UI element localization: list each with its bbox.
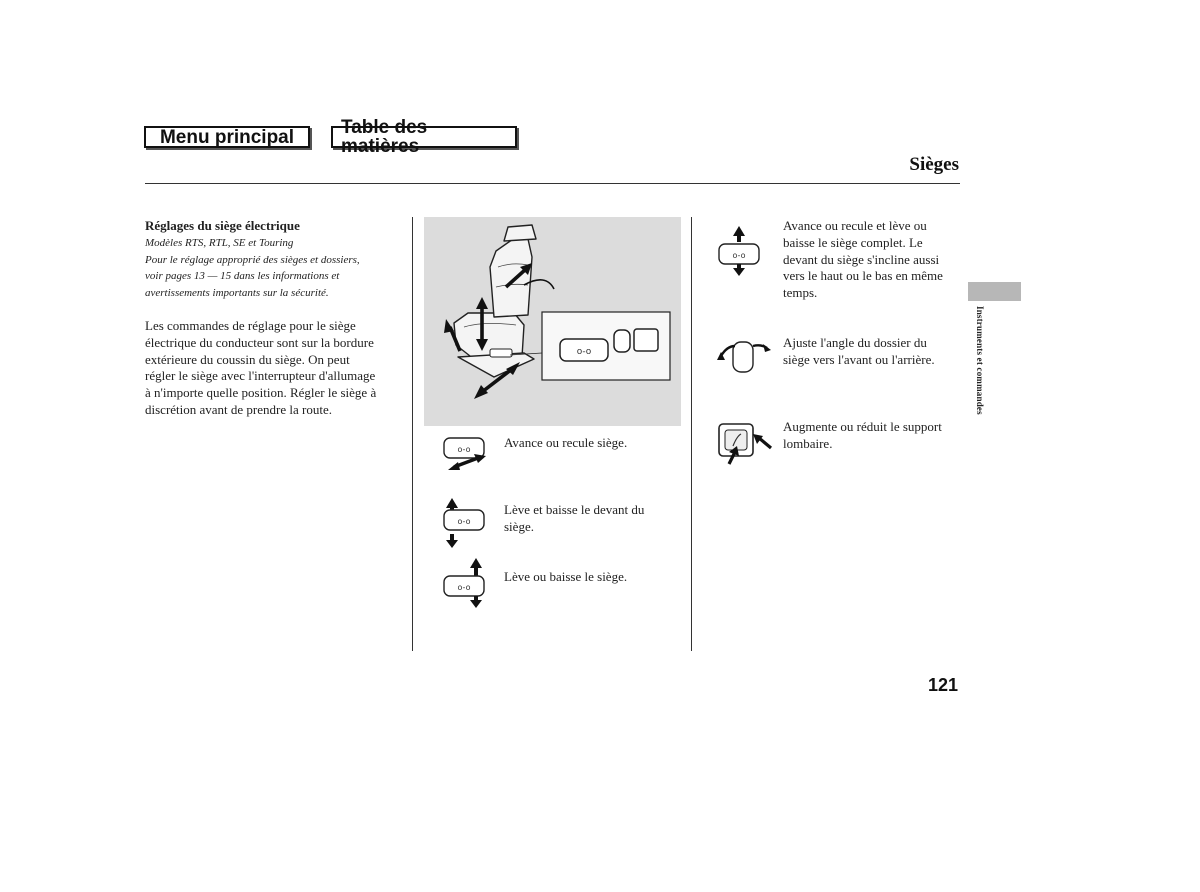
front-tilt-description [504, 502, 684, 536]
description-line: Ajuste l'angle du dossier du [783, 335, 927, 350]
forward-back-description [504, 435, 684, 452]
body-line: électrique du conducteur sont sur la bordure [145, 334, 374, 350]
body-line: régler le siège avec l'interrupteur d'allumage [145, 368, 376, 384]
seat-illustration [424, 217, 681, 426]
description-line: baisse le siège complet. Le [783, 234, 923, 250]
whole-seat-switch-icon [715, 224, 767, 280]
models-note: Modèles RTS, RTL, SE et Touring [145, 236, 294, 249]
svg-text:o-o: o-o [457, 583, 471, 592]
section-tab-marker [968, 282, 1021, 301]
reference-note-line: Pour le réglage approprié des sièges et dossiers, [145, 253, 360, 266]
recline-description [783, 335, 963, 369]
section-tab-label: Instruments et commandes [975, 306, 985, 415]
svg-text:o-o: o-o [576, 347, 592, 357]
table-of-contents-button[interactable]: Table des matières [331, 126, 517, 148]
lumbar-description [783, 419, 963, 453]
slide-switch-icon [440, 436, 490, 476]
body-line: discrétion avant de prendre la route. [145, 401, 332, 417]
body-line: Les commandes de réglage pour le siège [145, 317, 356, 333]
description-line: siège vers l'avant ou l'arrière. [783, 351, 935, 367]
description-line: Lève et baisse le devant du [504, 502, 645, 517]
description-line: Augmente ou réduit le support [783, 419, 942, 434]
column-divider-left [412, 217, 413, 651]
section-heading: Réglages du siège électrique [145, 218, 300, 233]
page-number: 121 [928, 675, 959, 695]
description-line: temps. [783, 285, 818, 301]
left-column [145, 218, 405, 419]
header-divider [145, 183, 960, 184]
svg-text:o-o: o-o [457, 517, 471, 526]
front-tilt-switch-icon [440, 496, 490, 550]
body-line: à n'importe quelle position. Régler le siège à [145, 385, 377, 401]
svg-text:o-o: o-o [732, 251, 746, 260]
recline-switch-icon [715, 336, 773, 378]
page-title: Sièges [909, 154, 959, 175]
description-line: Avance ou recule et lève ou [783, 218, 927, 233]
height-description [504, 569, 684, 586]
whole-seat-description [783, 218, 963, 302]
column-divider-right [691, 217, 692, 651]
svg-text:o-o: o-o [457, 445, 471, 454]
lumbar-switch-icon [715, 420, 775, 468]
reference-note-line: avertissements importants sur la sécurité. [145, 287, 329, 300]
description-line: devant du siège s'incline aussi [783, 251, 940, 267]
main-menu-button[interactable]: Menu principal [144, 126, 310, 148]
body-line: extérieure du coussin du siège. On peut [145, 351, 350, 367]
description-line: Lève ou baisse le siège. [504, 569, 628, 584]
reference-note-line: voir pages 13 — 15 dans les informations et [145, 270, 340, 283]
description-line: Avance ou recule siège. [504, 435, 628, 450]
description-line: vers le haut ou le bas en même [783, 268, 943, 284]
description-line: siège. [504, 518, 534, 534]
height-switch-icon [440, 556, 490, 610]
description-line: lombaire. [783, 435, 833, 451]
